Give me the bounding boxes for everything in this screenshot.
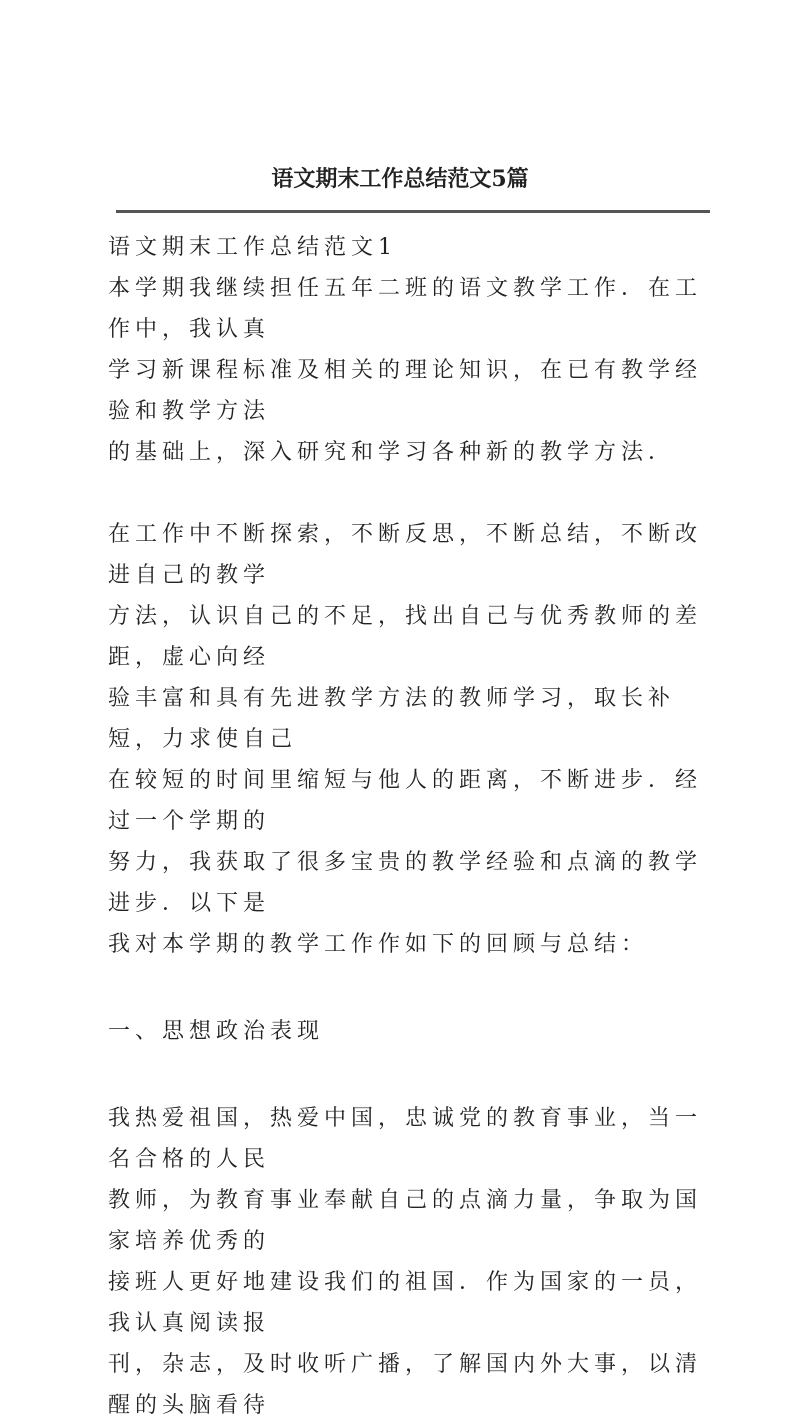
text-line: 我热爱祖国，热爱中国，忠诚党的教育事业，当一名合格的人民: [108, 1106, 703, 1172]
text-line: 接班人更好地建设我们的祖国．作为国家的一员，我认真阅读报: [108, 1270, 703, 1336]
text-line: 学习新课程标准及相关的理论知识，在已有教学经验和教学方法: [108, 358, 703, 424]
text-line: 我对本学期的教学工作作如下的回顾与总结：: [108, 932, 649, 957]
text-line: 的基础上，深入研究和学习各种新的教学方法．: [108, 440, 676, 465]
text-line: 在较短的时间里缩短与他人的距离，不断进步．经过一个学期的: [108, 768, 703, 834]
paragraph-gap: [108, 1052, 713, 1098]
paragraph-gap: [108, 965, 713, 1011]
document-title: 语文期末工作总结范文5篇: [271, 166, 529, 192]
paragraph-gap: [108, 473, 713, 514]
text-line: 本学期我继续担任五年二班的语文教学工作．在工作中，我认真: [108, 276, 703, 342]
text-line: 刊，杂志，及时收听广播，了解国内外大事，以清醒的头脑看待: [108, 1352, 703, 1418]
section-subtitle: 语文期末工作总结范文1: [108, 235, 397, 260]
text-line: 方法，认识自己的不足，找出自己与优秀教师的差距，虚心向经: [108, 604, 703, 670]
text-line: 在工作中不断探索，不断反思，不断总结，不断改进自己的教学: [108, 522, 703, 588]
paragraph-1: [108, 268, 713, 473]
text-line: 验丰富和具有先进教学方法的教师学习，取长补短，力求使自己: [108, 686, 676, 752]
text-line: 教师，为教育事业奉献自己的点滴力量，争取为国家培养优秀的: [108, 1188, 703, 1254]
title-divider: [116, 210, 710, 213]
paragraph-2: [108, 514, 713, 965]
text-line: 努力，我获取了很多宝贵的教学经验和点滴的教学进步．以下是: [108, 850, 703, 916]
section-heading: 一、思想政治表现: [108, 1019, 325, 1044]
paragraph-3: [108, 1098, 713, 1426]
document-body: [108, 227, 713, 1426]
